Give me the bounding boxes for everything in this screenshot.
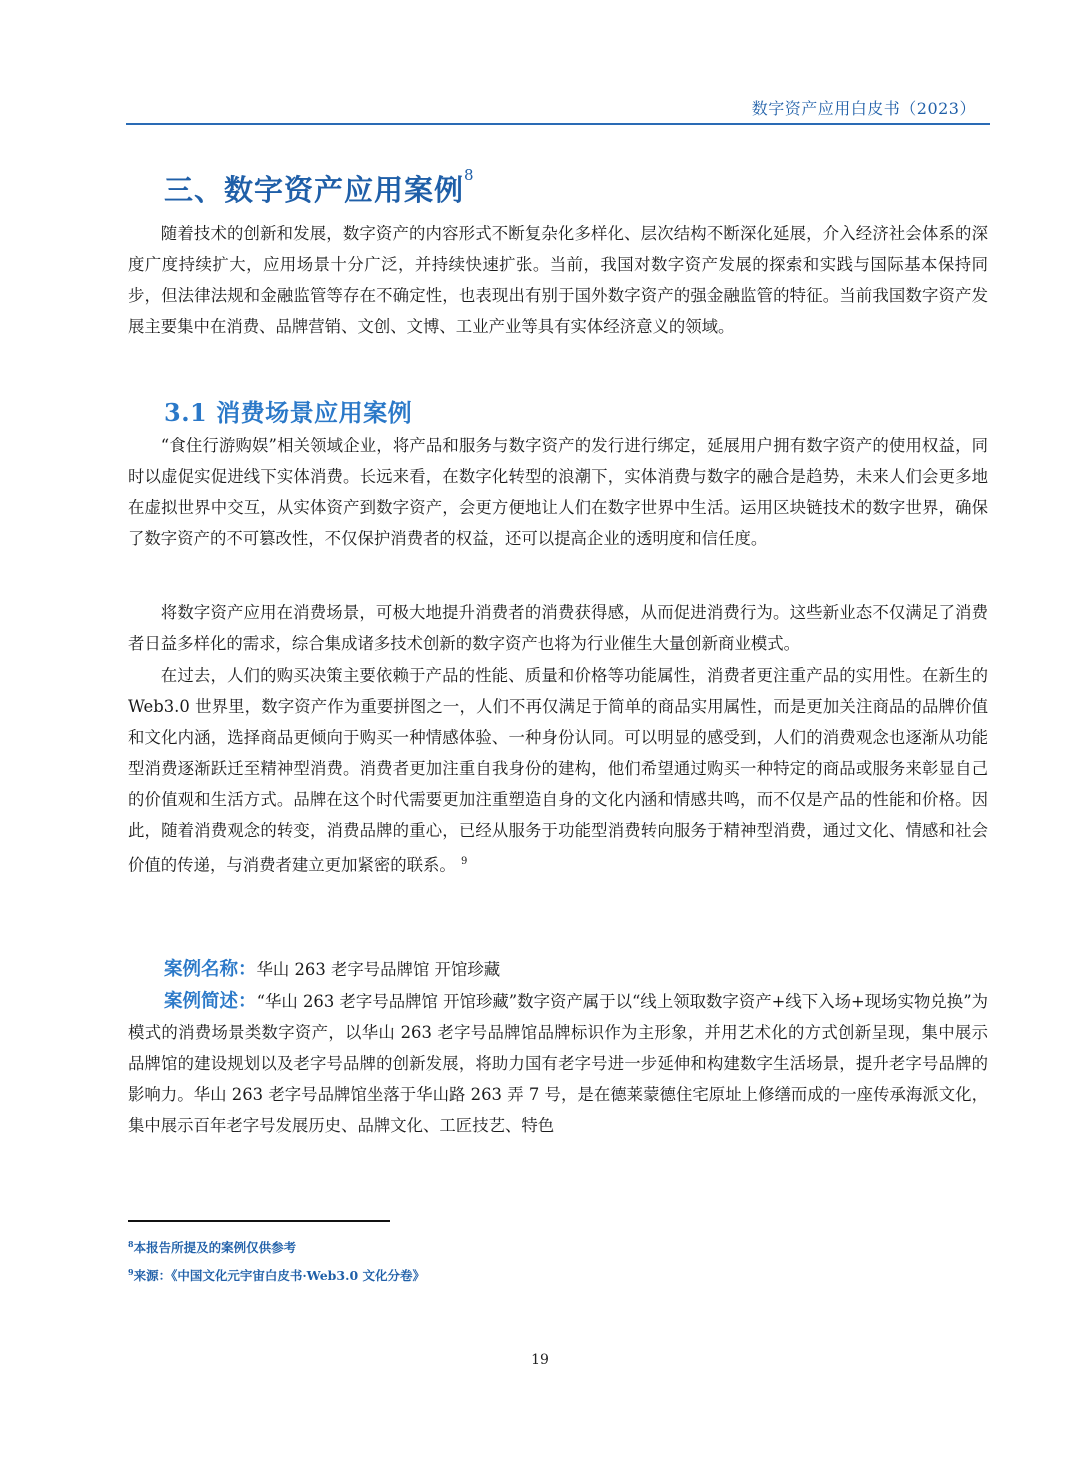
footnote-8 xyxy=(128,1238,296,1256)
footnote-9-text: 来源：《中国文化元宇宙白皮书·Web3.0 文化分卷》 xyxy=(133,1268,425,1283)
case-name-value: 华山 263 老字号品牌馆 开馆珍藏 xyxy=(256,960,501,979)
section-title: 三、数字资产应用案例 xyxy=(164,173,465,207)
footnote-8-text: 本报告所提及的案例仅供参考 xyxy=(133,1240,297,1255)
case-description xyxy=(128,986,988,1141)
case-description-text: “华山 263 老字号品牌馆 开馆珍藏”数字资产属于以“线上领取数字资产+线下入场+现场实物兑换”为模式的消费场景类数字资产，以华山 263 老字号品牌馆品牌标识作为主形象，并用艺术化的方式创新呈现，集中展示品牌馆的建设规划以及老字号品牌的创新发展，将助力国有老字号进一步延伸和构建数字生活场景，提升老字号品牌的影响力。华山 263 老字号品牌馆坐落于华山路 263 弄 7 号，是在德莱蒙德住宅原址上修缮而成的一座传承海派文化，集中展示百年老字号发展历史、品牌文化、工匠技艺、特色 xyxy=(128,992,988,1135)
body-paragraph-2: 将数字资产应用在消费场景，可极大地提升消费者的消费获得感，从而促进消费行为。这些新业态不仅满足了消费者日益多样化的需求，综合集成诸多技术创新的数字资产也将为行业催生大量创新商业模式。 xyxy=(128,603,988,653)
footnote-8-number: 8 xyxy=(128,1238,134,1249)
footnote-ref-8[interactable]: 8 xyxy=(464,166,475,184)
footnote-divider xyxy=(128,1220,390,1222)
footnote-ref-9[interactable]: 9 xyxy=(461,856,468,867)
footnote-9-number: 9 xyxy=(128,1266,134,1277)
running-header-title: 数字资产应用白皮书（2023） xyxy=(751,99,976,118)
case-name-line xyxy=(128,954,988,985)
case-description-label: 案例简述： xyxy=(164,991,257,1012)
section-heading xyxy=(164,168,475,209)
page-number: 19 xyxy=(531,1352,549,1368)
case-name-label: 案例名称： xyxy=(164,959,257,980)
body-paragraph-3-text: 在过去，人们的购买决策主要依赖于产品的性能、质量和价格等功能属性，消费者更注重产品的实用性。在新生的 Web3.0 世界里，数字资产作为重要拼图之一，人们不再仅满足于简单的商品实用属性，而是更加关注商品的品牌价值和文化内涵，选择商品更倾向于购买一种情感体验、一种身份认同。可以明显的感受到，人们的消费观念也逐渐从功能型消费逐渐跃迁至精神型消费。消费者更加注重自我身份的建构，他们希望通过购买一种特定的商品或服务来彰显自己的价值观和生活方式。品牌在这个时代需要更加注重塑造自身的文化内涵和情感共鸣，而不仅是产品的性能和价格。因此，随着消费观念的转变，消费品牌的重心，已经从服务于功能型消费转向服务于精神型消费，通过文化、情感和社会价值的传递，与消费者建立更加紧密的联系。 xyxy=(128,666,988,875)
body-paragraph-1: “食住行游购娱”相关领域企业，将产品和服务与数字资产的发行进行绑定，延展用户拥有数字资产的使用权益，同时以虚促实促进线下实体消费。长远来看，在数字化转型的浪潮下，实体消费与数字的融合是趋势，未来人们会更多地在虚拟世界中交互，从实体资产到数字资产，会更方便地让人们在数字世界中生活。运用区块链技术的数字世界，确保了数字资产的不可篡改性，不仅保护消费者的权益，还可以提高企业的透明度和信任度。 xyxy=(128,436,988,548)
subsection-heading: 3.1 消费场景应用案例 xyxy=(164,398,413,427)
body-paragraph-3 xyxy=(128,660,988,880)
header-divider xyxy=(126,123,990,125)
footnote-9 xyxy=(128,1266,425,1284)
section-intro-paragraph: 随着技术的创新和发展，数字资产的内容形式不断复杂化多样化、层次结构不断深化延展，介入经济社会体系的深度广度持续扩大，应用场景十分广泛，并持续快速扩张。当前，我国对数字资产发展的探索和实践与国际基本保持同步，但法律法规和金融监管等存在不确定性，也表现出有别于国外数字资产的强金融监管的特征。当前我国数字资产发展主要集中在消费、品牌营销、文创、文博、工业产业等具有实体经济意义的领域。 xyxy=(128,224,988,336)
